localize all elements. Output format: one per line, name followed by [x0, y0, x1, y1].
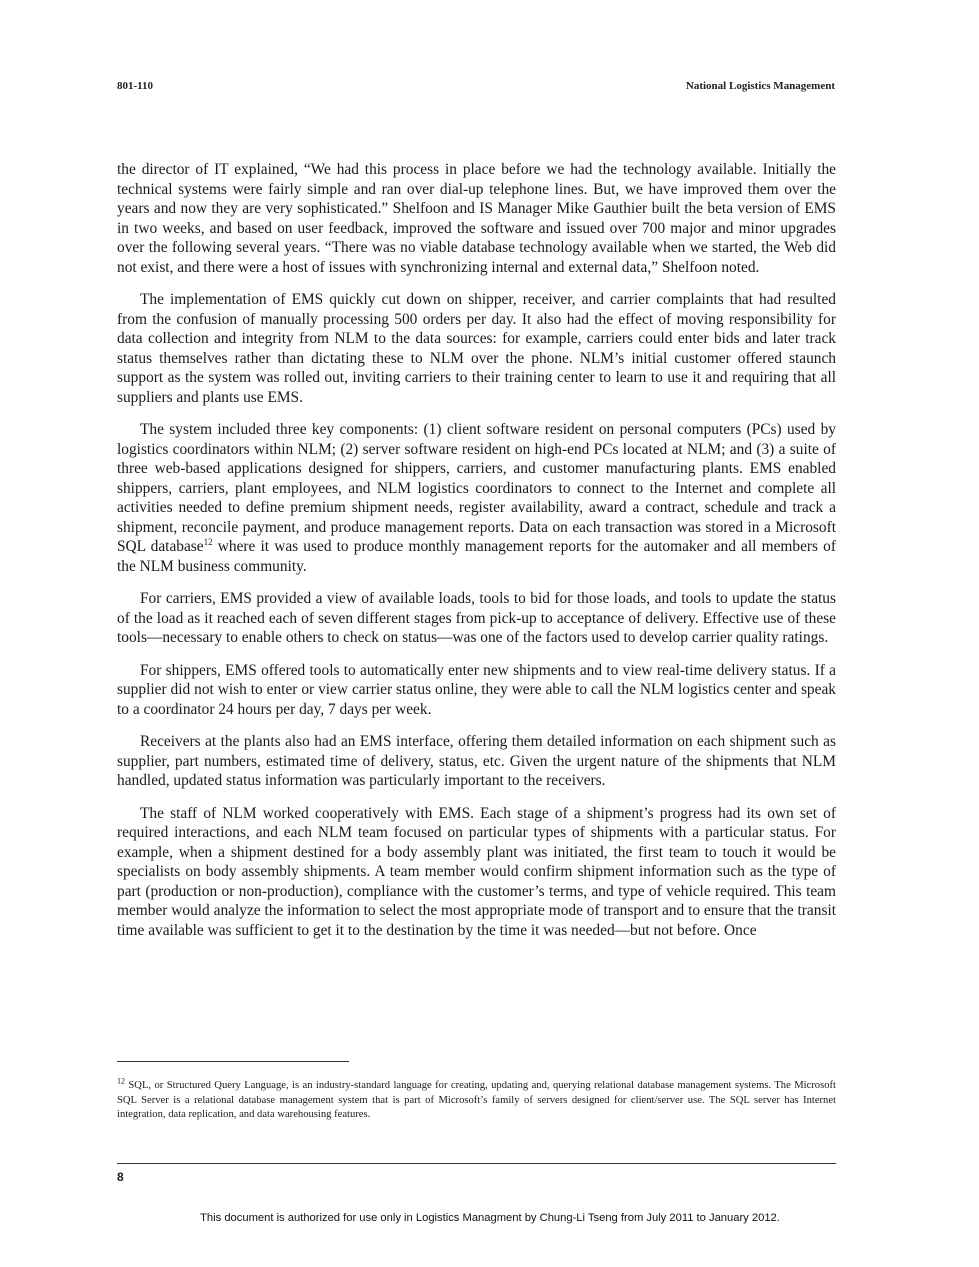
footnote-divider — [117, 1061, 349, 1062]
footnote-reference: 12 — [203, 536, 213, 547]
paragraph-3-text: The system included three key components: (1) client software resident on personal computers (PCs) used by logistics coordinators within NLM; (2) server software resident on high-end PCs located at NLM; and (3) a suite of three web-based applications designed for shippers, carriers, and customer manufacturing plants. EMS enabled shippers, carriers, plant employees, and NLM logistics coordinators to connect to the Internet and complete all activities needed to define premium shipment needs, register availability, award a contract, schedule and track a shipment, reconcile payment, and produce management reports. Data on each transaction was stored in a Microsoft SQL database — [117, 421, 836, 555]
footnote — [117, 1076, 836, 1123]
paragraph-5: For shippers, EMS offered tools to automatically enter new shipments and to view real-time delivery status. If a supplier did not wish to enter or view carrier status online, they were able to call the NLM logistics center and speak to a coordinator 24 hours per day, 7 days per week. — [117, 661, 836, 718]
footnote-text: SQL, or Structured Query Language, is an industry-standard language for creating, updating and, querying relational database management systems. The Microsoft SQL Server is a relational database management system that is part of Microsoft’s family of servers designed for client/server use. The SQL server has Internet integration, data replication, and data warehousing features. — [117, 1080, 836, 1120]
footnote-marker: 12 — [117, 1076, 125, 1086]
paragraph-1: the director of IT explained, “We had this process in place before we had the technology available. Initially the technical systems were fairly simple and ran over dial-up telephone lines. But, we have improved them over the years and now they are very sophisticated.” Shelfoon and IS Manager Mike Gauthier built the beta version of EMS in two weeks, and based on user feedback, improved the software and issued over 700 major and minor upgrades over the following several years. “There was no viable database technology available when we started, the Web did not exist, and there were a host of issues with synchronizing internal and external data,” Shelfoon noted. — [117, 161, 836, 276]
case-number: 801-110 — [117, 80, 154, 92]
page-footer-divider — [117, 1163, 836, 1164]
page-number: 8 — [117, 1170, 124, 1184]
paragraph-3 — [117, 420, 836, 576]
paragraph-3-tail: where it was used to produce monthly management reports for the automaker and all members of the NLM business community. — [117, 538, 836, 575]
paragraph-4: For carriers, EMS provided a view of available loads, tools to bid for those loads, and tools to update the status of the load as it reached each of seven different stages from pick-up to acceptance of delivery. Effective use of these tools—necessary to enable others to check on status—was one of the factors used to develop carrier quality ratings. — [117, 590, 836, 646]
paragraph-2: The implementation of EMS quickly cut down on shipper, receiver, and carrier complaints that had resulted from the confusion of manually processing 500 orders per day. It also had the effect of moving responsibility for data collection and integrity from NLM to the data sources: for example, carriers could enter bids and later track status themselves rather than dictating these to NLM over the phone. NLM’s initial customer offered staunch support as the system was rolled out, inviting carriers to their training center to learn to use it and requiring that all suppliers and plants use EMS. — [117, 291, 836, 406]
body-text — [117, 160, 836, 953]
paragraph-7: The staff of NLM worked cooperatively with EMS. Each stage of a shipment’s progress had its own set of required interactions, and each NLM team focused on particular types of shipments with a particular status. For example, when a shipment destined for a body assembly plant was initiated, the first team to touch it would be specialists on body assembly shipments. A team member would confirm shipment information such as the type of part (production or non-production), compliance with the customer’s terms, and type of vehicle required. This team member would analyze the information to select the most appropriate mode of transport and to ensure that the transit time available was sufficient to get it to the destination by the time it was needed—but not before. Once — [117, 804, 836, 939]
paragraph-6: Receivers at the plants also had an EMS interface, offering them detailed information on each shipment such as supplier, part numbers, estimated time of delivery, status, etc. Given the urgent nature of the shipments that NLM handled, updated status information was particularly important to the receivers. — [117, 733, 836, 789]
running-header-title: National Logistics Management — [685, 80, 835, 92]
authorization-notice: This document is authorized for use only in Logistics Managment by Chung-Li Tseng from July 2011 to January 2012. — [200, 1212, 780, 1224]
